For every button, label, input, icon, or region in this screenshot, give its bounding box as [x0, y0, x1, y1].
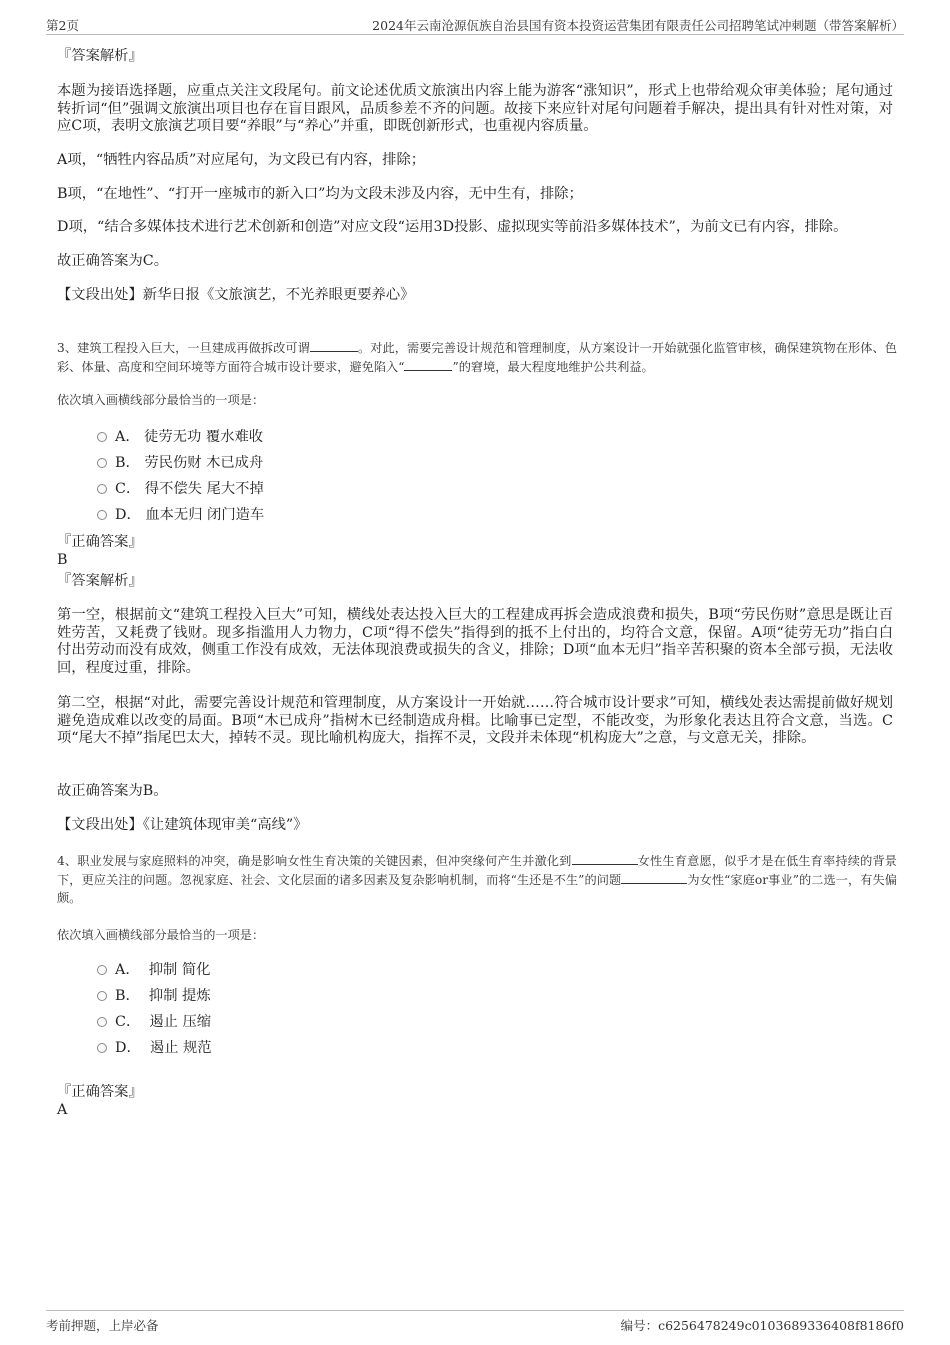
analysis-option-a: A项，“牺牲内容品质”对应尾句，为文段已有内容，排除； — [57, 152, 426, 168]
radio-icon[interactable] — [97, 510, 107, 520]
page-footer — [46, 1310, 904, 1335]
page-number: 第2页 — [46, 18, 79, 33]
radio-icon[interactable] — [97, 1017, 107, 1027]
radio-icon[interactable] — [97, 432, 107, 442]
blank-2 — [621, 871, 687, 884]
question-4-stem: 4、职业发展与家庭照料的冲突，确是影响女性生育决策的关键因素，但冲突缘何产生并激化到 女性生育意愿，似乎才是在低生育率持续的背景下，更应关注的问题。忽视家庭、社会、文化层面的诸多因素及复杂影响机制，而将“生还是不生”的问题 为女性“家庭or事业”的二选一，有失偏颇。 — [57, 854, 897, 905]
page-header — [46, 14, 904, 35]
document-serial: 编号：c6256478249c0103689336408f8186f0 — [620, 1318, 904, 1333]
document-title: 2024年云南沧源佤族自治县国有资本投资运营集团有限责任公司招聘笔试冲刺题（带答案解析） — [372, 18, 904, 33]
analysis-option-b: B项，“在地性”、“打开一座城市的新入口”均为文段未涉及内容，无中生有，排除； — [57, 186, 583, 202]
correct-answer-label: 『正确答案』 — [57, 534, 143, 550]
option-c[interactable]: C． 得不偿失 尾大不掉 — [97, 476, 264, 502]
correct-answer: B — [57, 552, 68, 568]
analysis-label: 『答案解析』 — [57, 573, 143, 589]
analysis-option-d: D项，“结合多媒体技术进行艺术创新和创造”对应文段“运用3D投影、虚拟现实等前沿多媒体技术”，为前文已有内容，排除。 — [57, 219, 848, 235]
analysis-label: 『答案解析』 — [57, 48, 143, 64]
radio-icon[interactable] — [97, 484, 107, 494]
question-4-prompt: 依次填入画横线部分最恰当的一项是： — [57, 928, 265, 942]
passage-source: 【文段出处】《让建筑体现审美“高线”》 — [57, 817, 308, 833]
option-d[interactable]: D． 血本无归 闭门造车 — [97, 502, 264, 528]
blank-1 — [310, 339, 358, 352]
analysis-paragraph-1: 第一空，根据前文“建筑工程投入巨大”可知，横线处表达投入巨大的工程建成再拆会造成浪费和损失，B项“劳民伤财”意思是既让百姓劳苦，又耗费了钱财。现多指滥用人力物力，C项“得不偿失”指得到的抵不上付出的，均符合文意，保留。A项“徒劳无功”指白白付出劳动而没有成效，侧重工作没有成效，无法体现浪费或损失的含义，排除；D项“血本无归”指辛苦积聚的资本全部亏损，无法收回，程度过重，排除。 — [57, 607, 893, 676]
blank-1 — [572, 852, 638, 865]
option-a[interactable]: A． 徒劳无功 覆水难收 — [97, 424, 264, 450]
analysis-paragraph: 本题为接语选择题，应重点关注文段尾句。前文论述优质文旅演出内容上能为游客“涨知识”，形式上也带给观众审美体验；尾句通过转折词“但”强调文旅演出项目也存在盲目跟风，品质参差不齐的问题。故接下来应针对尾句问题着手解决，提出具有针对性对策，对应C项，表明文旅演艺项目要“养眼”与“养心”并重，即既创新形式，也重视内容质量。 — [57, 83, 893, 134]
option-a[interactable]: A． 抑制 简化 — [97, 957, 212, 983]
option-d[interactable]: D． 遏止 规范 — [97, 1035, 212, 1061]
option-b[interactable]: B． 劳民伤财 木已成舟 — [97, 450, 264, 476]
blank-2 — [404, 358, 452, 371]
answer-conclusion: 故正确答案为B。 — [57, 783, 168, 799]
question-3-prompt: 依次填入画横线部分最恰当的一项是： — [57, 393, 265, 407]
question-4-options — [97, 957, 212, 1061]
footer-slogan: 考前押题，上岸必备 — [46, 1318, 159, 1333]
radio-icon[interactable] — [97, 965, 107, 975]
analysis-paragraph-2: 第二空，根据“对此，需要完善设计规范和管理制度，从方案设计一开始就……符合城市设计要求”可知，横线处表达需提前做好规划避免造成难以改变的局面。B项“木已成舟”指树木已经制造成舟楫。比喻事已定型，不能改变，为形象化表达且符合文意，当选。C项“尾大不掉”指尾巴太大，掉转不灵。现比喻机构庞大，指挥不灵，文段并未体现“机构庞大”之意，与文意无关，排除。 — [57, 695, 893, 746]
radio-icon[interactable] — [97, 1043, 107, 1053]
question-3-options — [97, 424, 264, 528]
radio-icon[interactable] — [97, 458, 107, 468]
option-c[interactable]: C． 遏止 压缩 — [97, 1009, 212, 1035]
question-3-stem: 3、建筑工程投入巨大，一旦建成再做拆改可谓 。对此，需要完善设计规范和管理制度，从方案设计一开始就强化监管审核，确保建筑物在形体、色彩、体量、高度和空间环境等方面符合城市设计要求，避免陷入“ ”的窘境，最大程度地维护公共利益。 — [57, 341, 897, 374]
passage-source: 【文段出处】新华日报《文旅演艺，不光养眼更要养心》 — [57, 287, 415, 303]
correct-answer-label: 『正确答案』 — [57, 1084, 143, 1100]
radio-icon[interactable] — [97, 991, 107, 1001]
option-b[interactable]: B． 抑制 提炼 — [97, 983, 212, 1009]
correct-answer: A — [57, 1102, 68, 1118]
answer-conclusion: 故正确答案为C。 — [57, 253, 169, 269]
